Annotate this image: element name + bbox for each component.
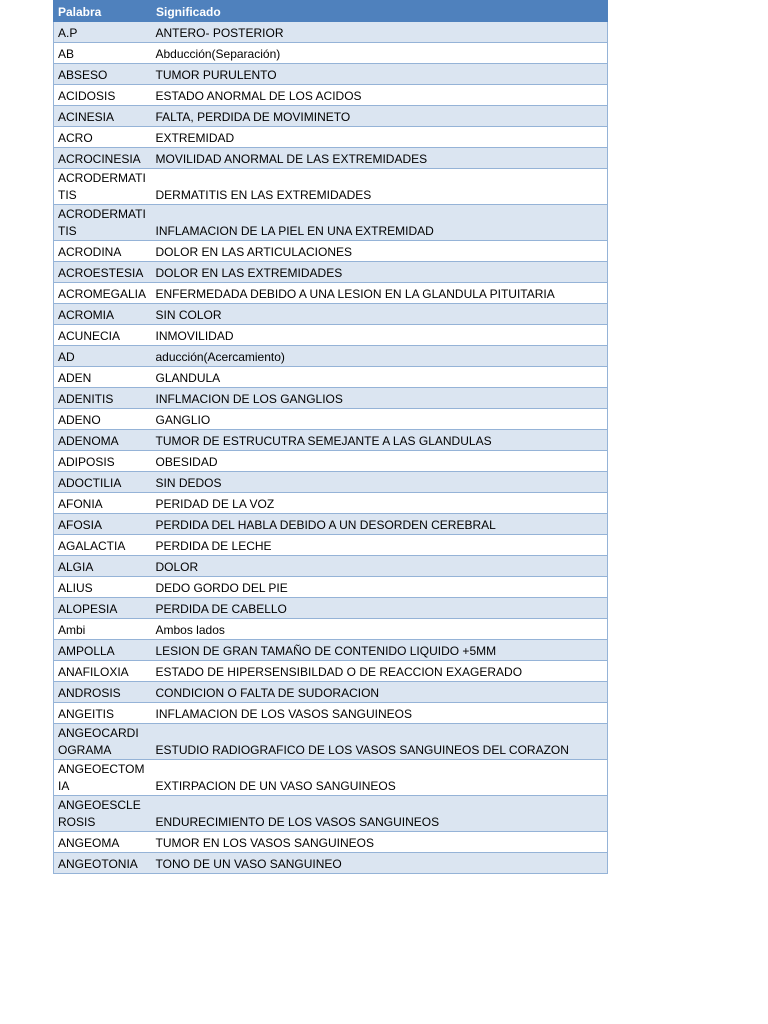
meaning-cell: SIN COLOR xyxy=(152,304,608,325)
table-row xyxy=(54,577,608,598)
term-cell: ADOCTILIA xyxy=(54,472,152,493)
meaning-cell: INFLAMACION DE LA PIEL EN UNA EXTREMIDAD xyxy=(152,205,608,241)
meaning-cell: ANTERO- POSTERIOR xyxy=(152,22,608,43)
meaning-cell: INFLMACION DE LOS GANGLIOS xyxy=(152,388,608,409)
term-cell: AMPOLLA xyxy=(54,640,152,661)
table-row xyxy=(54,283,608,304)
meaning-cell: INMOVILIDAD xyxy=(152,325,608,346)
glossary-table xyxy=(53,0,608,874)
table-row xyxy=(54,64,608,85)
header-palabra: Palabra xyxy=(54,1,152,22)
table-row xyxy=(54,388,608,409)
term-cell: ACROMEGALIA xyxy=(54,283,152,304)
table-row xyxy=(54,85,608,106)
meaning-cell: TONO DE UN VASO SANGUINEO xyxy=(152,853,608,874)
table-row xyxy=(54,205,608,241)
term-cell: ACRODERMATITIS xyxy=(54,205,152,241)
table-row xyxy=(54,241,608,262)
meaning-cell: CONDICION O FALTA DE SUDORACION xyxy=(152,682,608,703)
table-row xyxy=(54,832,608,853)
term-cell: ALGIA xyxy=(54,556,152,577)
table-row xyxy=(54,43,608,64)
table-row xyxy=(54,430,608,451)
term-cell: ANGEOTONIA xyxy=(54,853,152,874)
term-cell: ADIPOSIS xyxy=(54,451,152,472)
meaning-cell: DEDO GORDO DEL PIE xyxy=(152,577,608,598)
table-row xyxy=(54,514,608,535)
table-row xyxy=(54,106,608,127)
term-cell: ALIUS xyxy=(54,577,152,598)
meaning-cell: GLANDULA xyxy=(152,367,608,388)
term-cell: Ambi xyxy=(54,619,152,640)
table-row xyxy=(54,640,608,661)
table-row xyxy=(54,796,608,832)
meaning-cell: PERDIDA DE LECHE xyxy=(152,535,608,556)
table-row xyxy=(54,127,608,148)
term-cell: ANGEITIS xyxy=(54,703,152,724)
meaning-cell: Ambos lados xyxy=(152,619,608,640)
meaning-cell: PERDIDA DE CABELLO xyxy=(152,598,608,619)
table-row xyxy=(54,346,608,367)
meaning-cell: ESTADO ANORMAL DE LOS ACIDOS xyxy=(152,85,608,106)
meaning-cell: PERDIDA DEL HABLA DEBIDO A UN DESORDEN CEREBRAL xyxy=(152,514,608,535)
term-cell: AB xyxy=(54,43,152,64)
term-cell: AD xyxy=(54,346,152,367)
term-cell: ANGEOMA xyxy=(54,832,152,853)
meaning-cell: aducción(Acercamiento) xyxy=(152,346,608,367)
term-cell: ACROMIA xyxy=(54,304,152,325)
table-row xyxy=(54,760,608,796)
meaning-cell: DOLOR EN LAS EXTREMIDADES xyxy=(152,262,608,283)
table-row xyxy=(54,22,608,43)
meaning-cell: OBESIDAD xyxy=(152,451,608,472)
table-header xyxy=(54,1,608,22)
table-row xyxy=(54,451,608,472)
term-cell: ADENOMA xyxy=(54,430,152,451)
term-cell: ACRODINA xyxy=(54,241,152,262)
meaning-cell: EXTREMIDAD xyxy=(152,127,608,148)
term-cell: ACIDOSIS xyxy=(54,85,152,106)
term-cell: ANDROSIS xyxy=(54,682,152,703)
meaning-cell: ESTUDIO RADIOGRAFICO DE LOS VASOS SANGUINEOS DEL CORAZON xyxy=(152,724,608,760)
term-cell: ALOPESIA xyxy=(54,598,152,619)
table-row xyxy=(54,472,608,493)
meaning-cell: ESTADO DE HIPERSENSIBILDAD O DE REACCION EXAGERADO xyxy=(152,661,608,682)
meaning-cell: FALTA, PERDIDA DE MOVIMINETO xyxy=(152,106,608,127)
meaning-cell: ENFERMEDADA DEBIDO A UNA LESION EN LA GLANDULA PITUITARIA xyxy=(152,283,608,304)
table-body xyxy=(54,22,608,874)
meaning-cell: MOVILIDAD ANORMAL DE LAS EXTREMIDADES xyxy=(152,148,608,169)
term-cell: AGALACTIA xyxy=(54,535,152,556)
term-cell: ACROESTESIA xyxy=(54,262,152,283)
table-row xyxy=(54,325,608,346)
header-significado: Significado xyxy=(152,1,608,22)
term-cell: ANGEOCARDIOGRAMA xyxy=(54,724,152,760)
term-cell: ACRODERMATITIS xyxy=(54,169,152,205)
table-row xyxy=(54,535,608,556)
meaning-cell: GANGLIO xyxy=(152,409,608,430)
meaning-cell: PERIDAD DE LA VOZ xyxy=(152,493,608,514)
term-cell: ACUNECIA xyxy=(54,325,152,346)
table-row xyxy=(54,853,608,874)
meaning-cell: DOLOR EN LAS ARTICULACIONES xyxy=(152,241,608,262)
table-row xyxy=(54,169,608,205)
meaning-cell: SIN DEDOS xyxy=(152,472,608,493)
term-cell: ABSESO xyxy=(54,64,152,85)
meaning-cell: DOLOR xyxy=(152,556,608,577)
term-cell: ACROCINESIA xyxy=(54,148,152,169)
table-row xyxy=(54,598,608,619)
table-row xyxy=(54,262,608,283)
table-row xyxy=(54,409,608,430)
meaning-cell: TUMOR PURULENTO xyxy=(152,64,608,85)
term-cell: ACRO xyxy=(54,127,152,148)
term-cell: A.P xyxy=(54,22,152,43)
term-cell: AFONIA xyxy=(54,493,152,514)
header-row xyxy=(54,1,608,22)
table-row xyxy=(54,661,608,682)
table-row xyxy=(54,724,608,760)
meaning-cell: EXTIRPACION DE UN VASO SANGUINEOS xyxy=(152,760,608,796)
table-row xyxy=(54,556,608,577)
table-row xyxy=(54,493,608,514)
table-row xyxy=(54,304,608,325)
term-cell: ANGEOECTOMIA xyxy=(54,760,152,796)
meaning-cell: ENDURECIMIENTO DE LOS VASOS SANGUINEOS xyxy=(152,796,608,832)
term-cell: ANAFILOXIA xyxy=(54,661,152,682)
table-row xyxy=(54,367,608,388)
term-cell: AFOSIA xyxy=(54,514,152,535)
meaning-cell: DERMATITIS EN LAS EXTREMIDADES xyxy=(152,169,608,205)
meaning-cell: Abducción(Separación) xyxy=(152,43,608,64)
meaning-cell: TUMOR DE ESTRUCUTRA SEMEJANTE A LAS GLANDULAS xyxy=(152,430,608,451)
table-row xyxy=(54,148,608,169)
table-row xyxy=(54,682,608,703)
term-cell: ACINESIA xyxy=(54,106,152,127)
term-cell: ANGEOESCLEROSIS xyxy=(54,796,152,832)
term-cell: ADENITIS xyxy=(54,388,152,409)
term-cell: ADEN xyxy=(54,367,152,388)
meaning-cell: INFLAMACION DE LOS VASOS SANGUINEOS xyxy=(152,703,608,724)
table-row xyxy=(54,619,608,640)
meaning-cell: LESION DE GRAN TAMAÑO DE CONTENIDO LIQUIDO +5MM xyxy=(152,640,608,661)
meaning-cell: TUMOR EN LOS VASOS SANGUINEOS xyxy=(152,832,608,853)
term-cell: ADENO xyxy=(54,409,152,430)
table-row xyxy=(54,703,608,724)
